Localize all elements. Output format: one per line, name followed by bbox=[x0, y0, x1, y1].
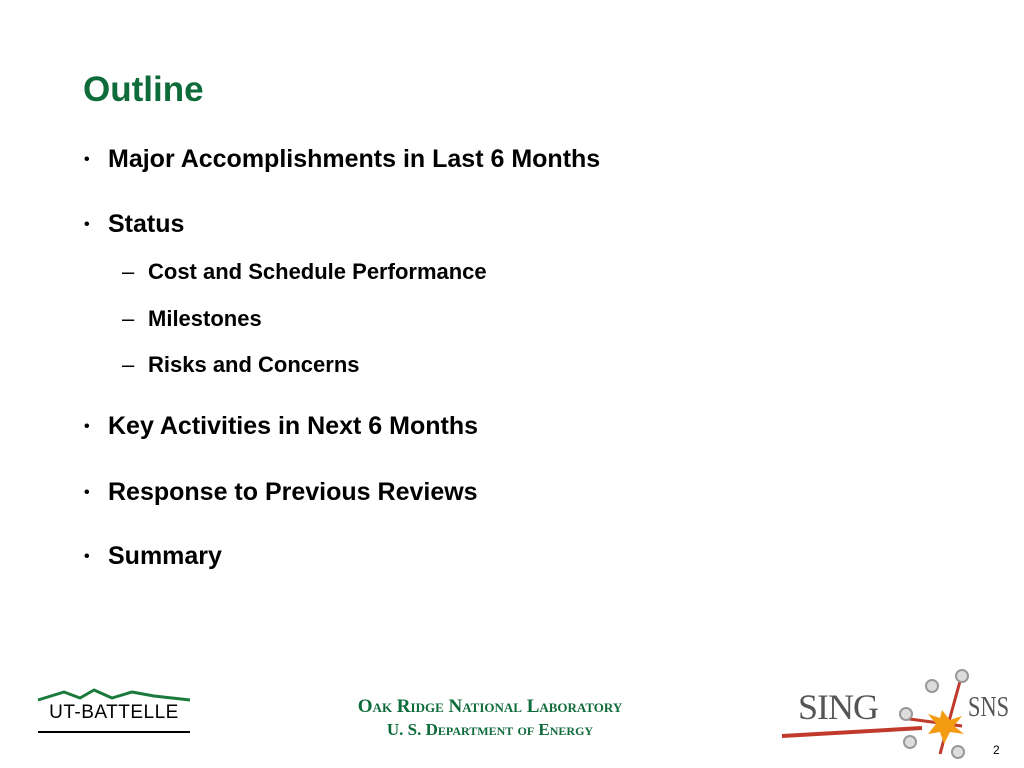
sing-text: SING bbox=[798, 687, 879, 727]
footer-organization bbox=[300, 695, 680, 741]
page-number: 2 bbox=[993, 743, 1000, 757]
bullet-icon: • bbox=[84, 548, 90, 565]
bullet-icon: • bbox=[84, 484, 90, 501]
bullet-icon: • bbox=[84, 151, 90, 168]
outline-item-label: Major Accomplishments in Last 6 Months bbox=[108, 145, 601, 173]
outline-item-summary bbox=[84, 541, 222, 572]
footer-department: U. S. Department of Energy bbox=[386, 720, 594, 739]
outline-item-status bbox=[84, 209, 184, 240]
outline-item-label: Key Activities in Next 6 Months bbox=[108, 412, 478, 440]
sub-item-risks bbox=[122, 352, 360, 378]
slide-title: Outline bbox=[83, 70, 204, 109]
dash-icon: – bbox=[122, 352, 135, 377]
outline-item-accomplishments bbox=[84, 144, 600, 175]
outline-item-label: Status bbox=[108, 210, 185, 238]
outline-item-key-activities bbox=[84, 411, 478, 442]
ut-battelle-text: UT-BATTELLE bbox=[49, 702, 179, 723]
sns-text: SNS bbox=[968, 692, 1010, 723]
sub-item-milestones bbox=[122, 306, 262, 332]
bullet-icon: • bbox=[84, 418, 90, 435]
ut-battelle-logo bbox=[34, 686, 194, 738]
sub-item-cost-schedule bbox=[122, 259, 487, 285]
bullet-icon: • bbox=[84, 216, 90, 233]
dash-icon: – bbox=[122, 259, 135, 284]
outline-item-response bbox=[84, 477, 478, 508]
outline-item-label: Summary bbox=[108, 542, 222, 570]
footer-lab-name: Oak Ridge National Laboratory bbox=[357, 696, 623, 717]
sub-item-label: Risks and Concerns bbox=[148, 352, 360, 377]
sub-item-label: Cost and Schedule Performance bbox=[148, 259, 487, 284]
outline-item-label: Response to Previous Reviews bbox=[108, 478, 478, 506]
sub-item-label: Milestones bbox=[148, 306, 262, 331]
sing-sns-logo bbox=[782, 668, 1010, 760]
dash-icon: – bbox=[122, 306, 135, 331]
